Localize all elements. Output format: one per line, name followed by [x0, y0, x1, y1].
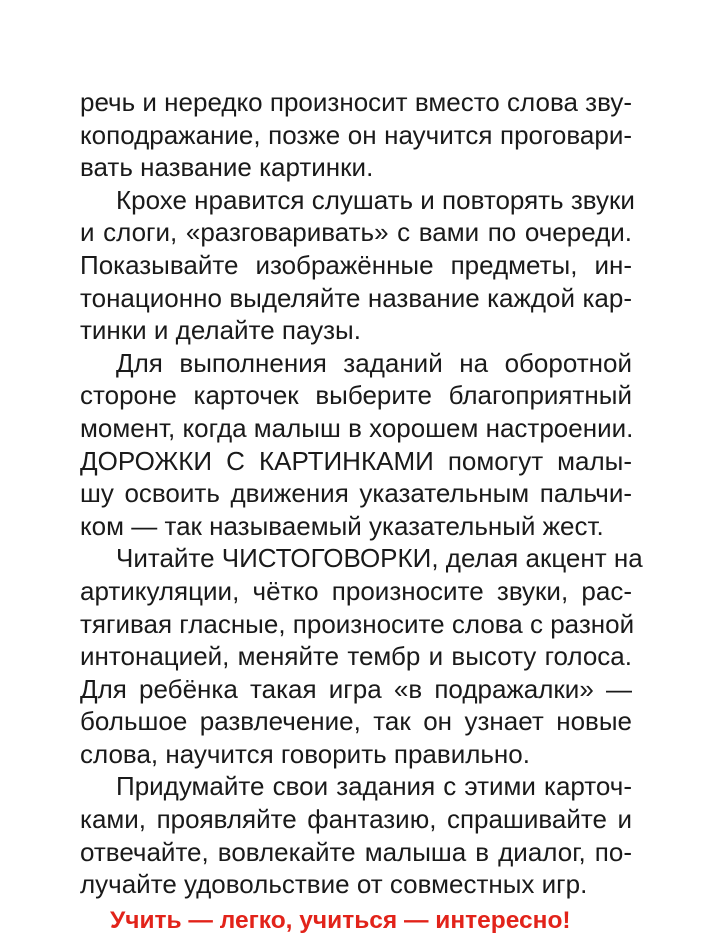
- text-line: ком — так называемый указательный жест.: [80, 510, 604, 541]
- text-line: Для ребёнка такая игра «в подражалки» —: [80, 673, 632, 704]
- text-line: слова, научится говорить правильно.: [80, 738, 530, 769]
- text-line: тягивая гласные, произносите слова с разной: [80, 608, 635, 639]
- text-line: артикуляции, чётко произносите звуки, рас-: [80, 575, 632, 606]
- paragraph-2: [80, 184, 635, 347]
- text-line: большое развлечение, так он узнает новые: [80, 706, 632, 737]
- text-line: стороне карточек выберите благоприятный: [80, 380, 632, 411]
- paragraph-5: [80, 770, 632, 900]
- paragraph-1: [80, 86, 632, 184]
- page-text: [80, 86, 643, 937]
- text-line: интонацией, меняйте тембр и высоту голоса.: [80, 641, 632, 672]
- text-line: вать название картинки.: [80, 152, 374, 183]
- text-line: отвечайте, вовлекайте малыша в диалог, по-: [80, 836, 632, 867]
- text-line: лучайте удовольствие от совместных игр.: [80, 869, 588, 900]
- motto: Учить — легко, учиться — интересно!: [110, 906, 571, 934]
- text-line: ками, проявляйте фантазию, спрашивайте и: [80, 804, 632, 835]
- paragraph-4: [80, 542, 643, 770]
- text-line: ДОРОЖКИ С КАРТИНКАМИ помогут малы-: [80, 445, 632, 476]
- text-line: Читайте ЧИСТОГОВОРКИ, делая акцент на: [116, 543, 643, 574]
- text-line: Придумайте свои задания с этими карточ-: [116, 771, 632, 802]
- text-line: коподражание, позже он научится проговари-: [80, 119, 632, 150]
- text-line: и слоги, «разговаривать» с вами по очереди.: [80, 217, 632, 248]
- text-line: Для выполнения заданий на оборотной: [116, 347, 632, 378]
- text-line: тонационно выделяйте название каждой кар-: [80, 282, 632, 313]
- text-line: Крохе нравится слушать и повторять звуки: [116, 184, 635, 215]
- text-line: момент, когда малыш в хорошем настроении.: [80, 412, 634, 443]
- text-line: тинки и делайте паузы.: [80, 315, 361, 346]
- text-line: Показывайте изображённые предметы, ин-: [80, 249, 632, 280]
- paragraph-3: [80, 347, 632, 543]
- text-line: речь и нередко произносит вместо слова зву-: [80, 87, 632, 117]
- text-line: шу освоить движения указательным пальчи-: [80, 478, 632, 509]
